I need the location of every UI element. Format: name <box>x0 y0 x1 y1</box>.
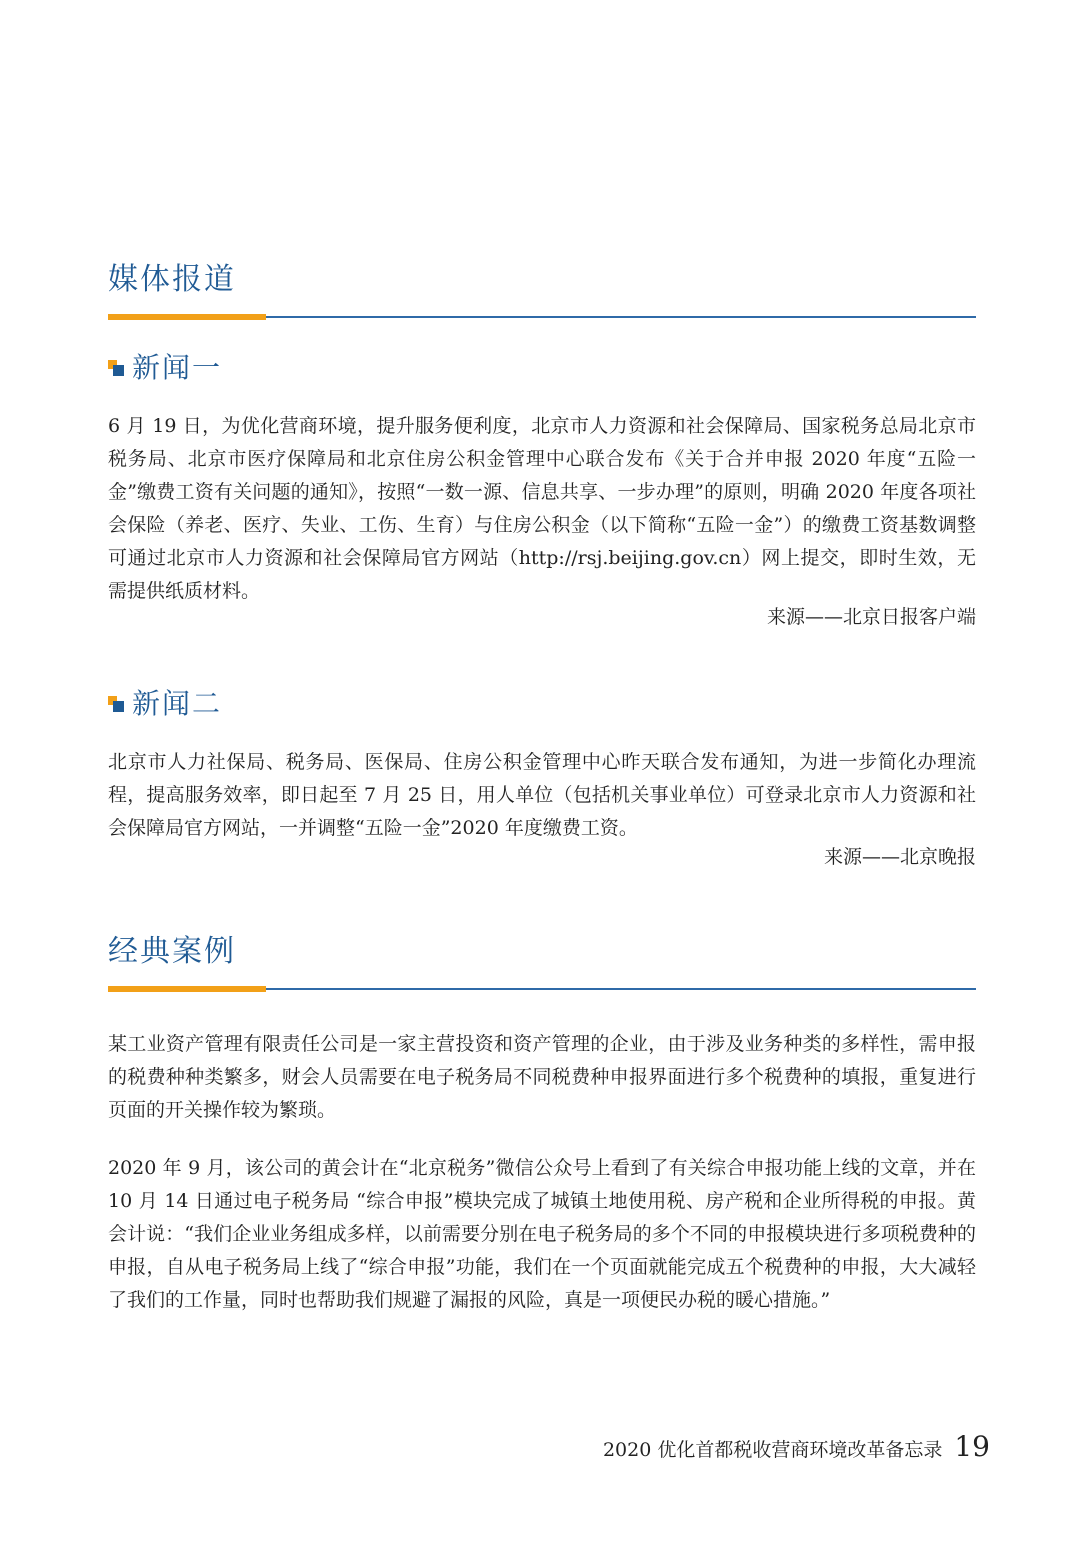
page-footer <box>603 1430 990 1463</box>
news2-source: 来源——北京晚报 <box>823 846 976 868</box>
page-number: 19 <box>954 1430 990 1463</box>
news2-heading <box>108 686 222 722</box>
case-paragraph-2: 2020 年 9 月，该公司的黄会计在“北京税务”微信公众号上看到了有关综合申报功能上线的文章，并在 10 月 14 日通过电子税务局 “综合申报”模块完成了城镇土地使用税、房产税和企业所得税的申报。黄会计说：“我们企业业务组成多样，以前需要分别在电子税务局的多个不同的申报模块进行多项税费种的申报，自从电子税务局上线了“综合申报”功能，我们在一个页面就能完成五个税费种的申报，大大减轻了我们的工作量，同时也帮助我们规避了漏报的风险，真是一项便民办税的暖心措施。” <box>108 1157 976 1311</box>
footer-doc-title: 2020 优化首都税收营商环境改革备忘录 <box>602 1439 943 1461</box>
section-media <box>108 260 976 320</box>
news1-source: 来源——北京日报客户端 <box>766 606 976 628</box>
news1-title: 新闻一 <box>132 351 223 384</box>
square-bullet-icon <box>108 360 124 376</box>
section-title-cases: 经典案例 <box>108 934 236 969</box>
news1-heading <box>108 350 222 386</box>
square-bullet-icon <box>108 696 124 712</box>
news2-body: 北京市人力社保局、税务局、医保局、住房公积金管理中心昨天联合发布通知，为进一步简化办理流程，提高服务效率，即日起至 7 月 25 日，用人单位（包括机关事业单位）可登录北京市人力资源和社会保障局官方网站，一并调整“五险一金”2020 年度缴费工资。 <box>108 751 976 839</box>
section-cases <box>108 932 976 992</box>
case-paragraph-1: 某工业资产管理有限责任公司是一家主营投资和资产管理的企业，由于涉及业务种类的多样性，需申报的税费种种类繁多，财会人员需要在电子税务局不同税费种申报界面进行多个税费种的填报，重复进行页面的开关操作较为繁琐。 <box>108 1033 976 1121</box>
section-divider <box>108 984 976 992</box>
news1-body: 6 月 19 日，为优化营商环境，提升服务便利度，北京市人力资源和社会保障局、国家税务总局北京市税务局、北京市医疗保障局和北京住房公积金管理中心联合发布《关于合并申报 2020 年度“五险一金”缴费工资有关问题的通知》，按照“一数一源、信息共享、一步办理”的原则，明确 2020 年度各项社会保险（养老、医疗、失业、工伤、生育）与住房公积金（以下简称“五险一金”）的缴费工资基数调整可通过北京市人力资源和社会保障局官方网站（http://rsj.beijing.gov.cn）网上提交，即时生效，无需提供纸质材料。 <box>108 415 976 602</box>
section-divider <box>108 312 976 320</box>
section-title-media: 媒体报道 <box>108 262 236 297</box>
news2-title: 新闻二 <box>132 687 223 720</box>
